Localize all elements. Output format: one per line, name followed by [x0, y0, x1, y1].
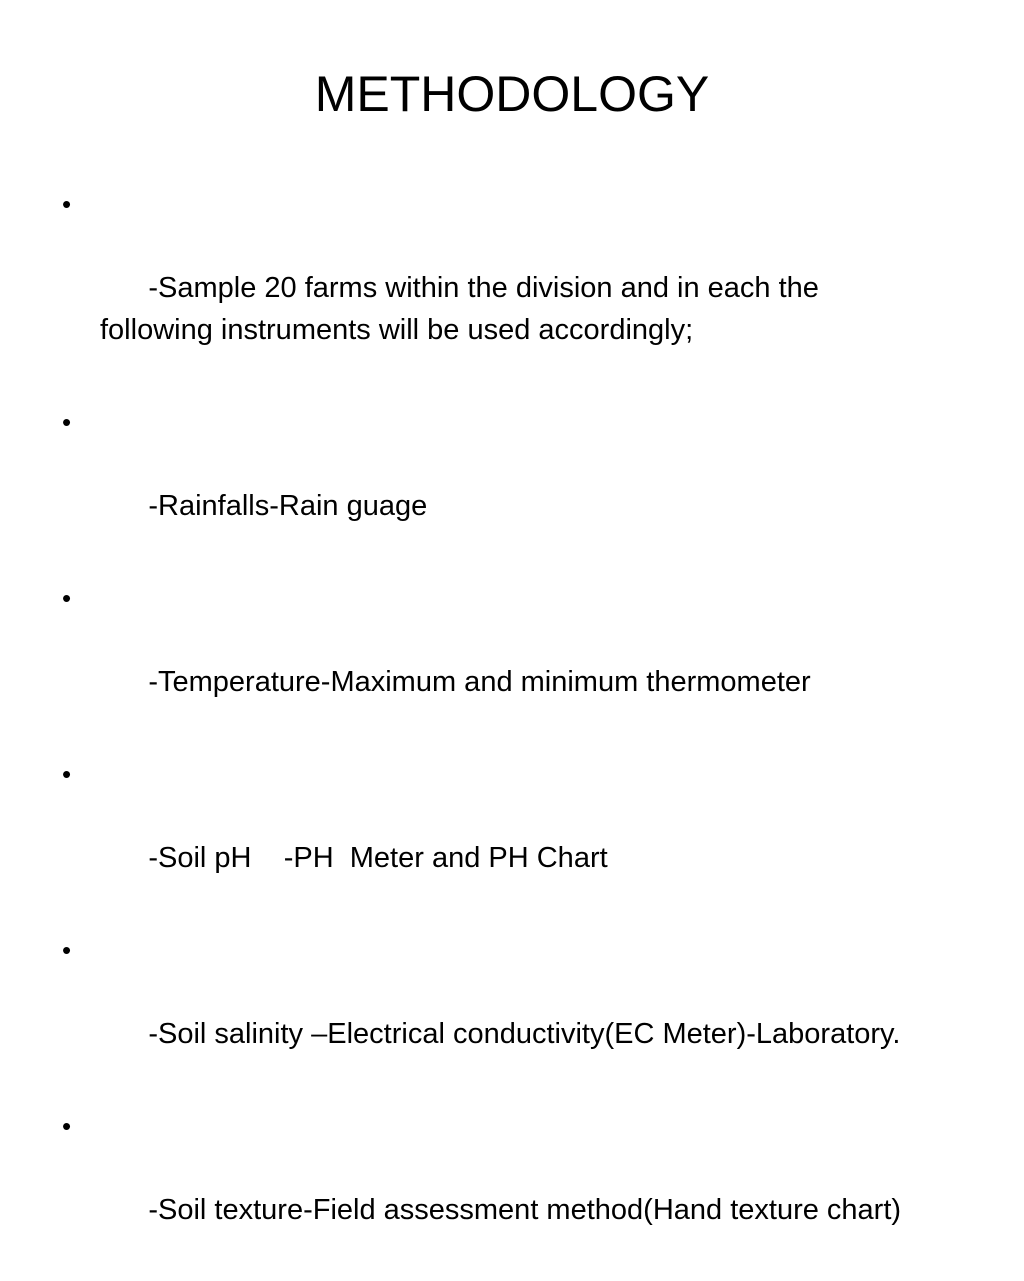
bullet-icon: •	[62, 407, 72, 437]
bullet-text: -Soil salinity –Electrical conductivity(EC Meter)-Laboratory.	[148, 1018, 901, 1050]
bullet-item	[58, 929, 938, 1097]
bullet-icon: •	[62, 759, 72, 789]
bullet-icon: •	[62, 583, 72, 613]
bullet-icon: •	[62, 189, 72, 219]
bullet-list	[58, 183, 938, 1281]
slide-title: METHODOLOGY	[314, 66, 710, 122]
bullet-item	[58, 577, 938, 745]
bullet-item	[58, 183, 938, 393]
bullet-icon: •	[62, 1111, 72, 1141]
bullet-text: -Soil pH -PH Meter and PH Chart	[148, 842, 608, 874]
bullet-text: -Rainfalls-Rain guage	[148, 490, 428, 522]
bullet-item	[58, 753, 938, 921]
bullet-item	[58, 1105, 938, 1273]
bullet-text: -Soil texture-Field assessment method(Hand texture chart)	[148, 1194, 902, 1226]
bullet-item	[58, 401, 938, 569]
bullet-text: -Sample 20 farms within the division and in each the following instruments will be used accordingly;	[100, 272, 827, 346]
bullet-text: -Temperature-Maximum and minimum thermometer	[148, 666, 811, 698]
bullet-icon: •	[62, 935, 72, 965]
